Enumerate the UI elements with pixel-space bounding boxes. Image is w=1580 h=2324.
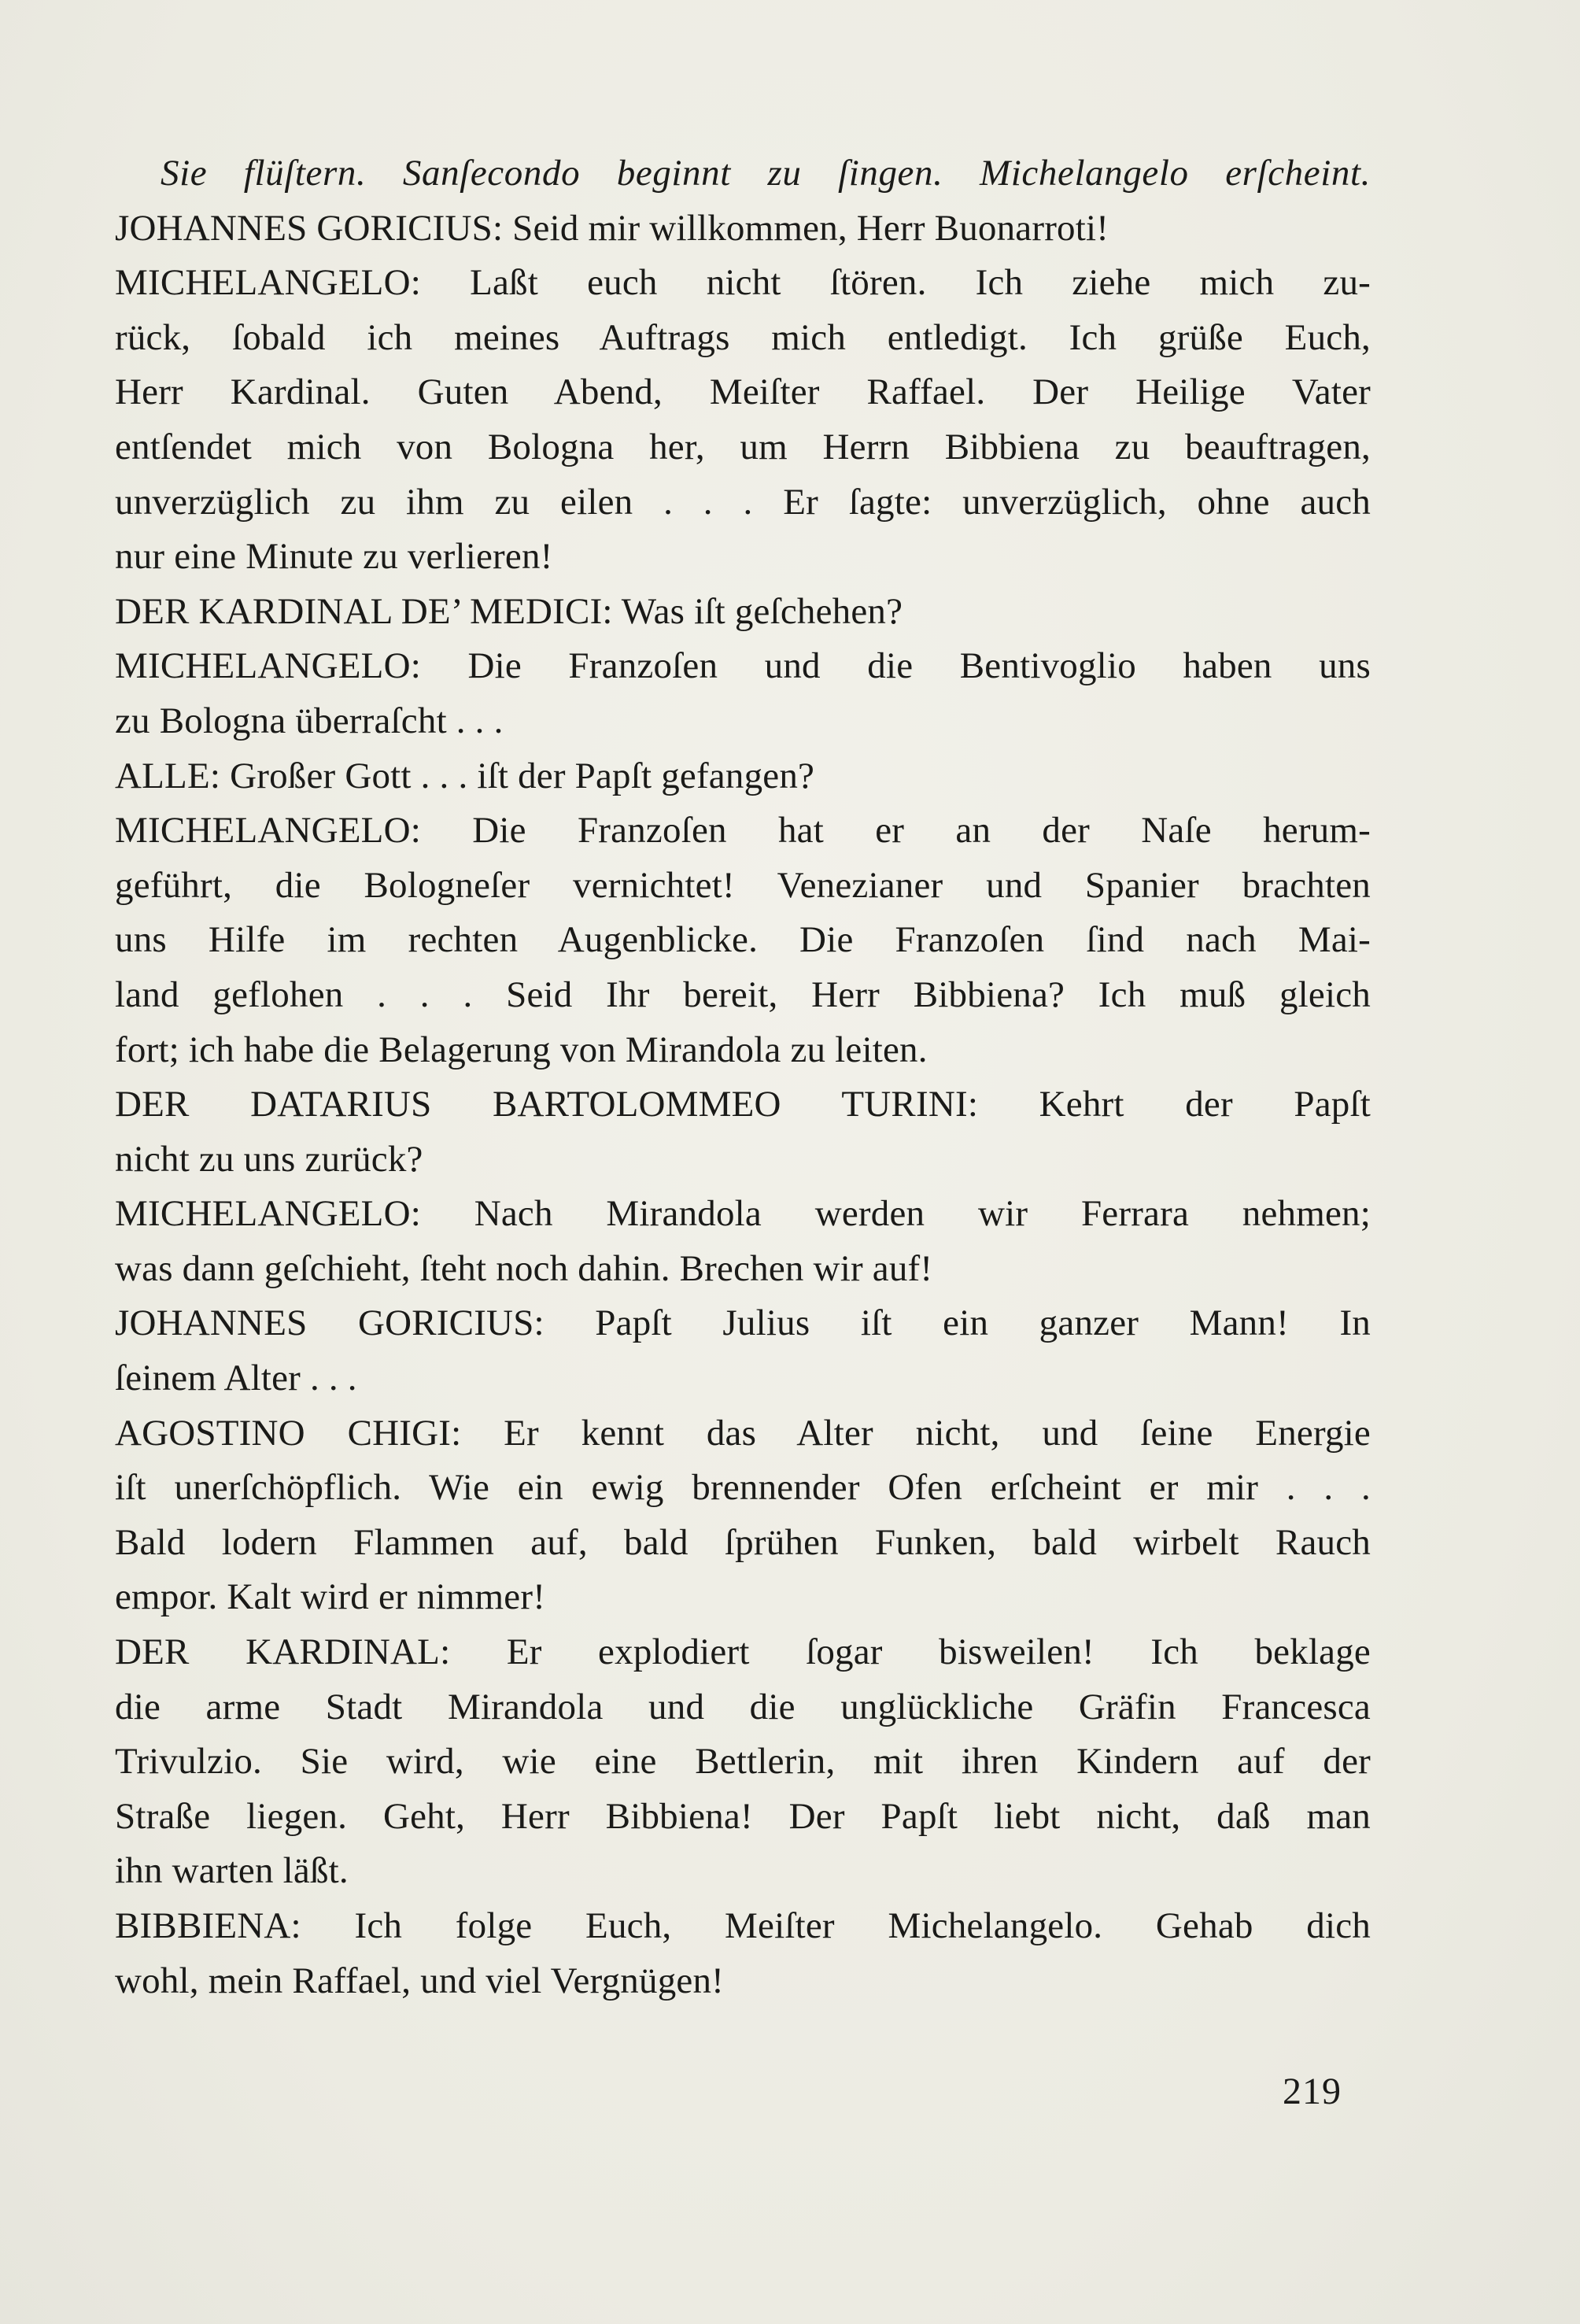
dialogue-line: MICHELANGELO: Laßt euch nicht ſtören. Ich ziehe mich zu- [115,262,1371,304]
dialogue-line: unverzüglich zu ihm zu eilen . . . Er ſagte: unverzüglich, ohne auch [115,481,1371,523]
dialogue-line: die arme Stadt Mirandola und die unglückliche Gräfin Francesca [115,1686,1371,1727]
dialogue-line: geführt, die Bologneſer vernichtet! Venezianer und Spanier brachten [115,864,1371,906]
dialogue-line: ALLE: Großer Gott . . . iſt der Papſt gefangen? [115,755,815,796]
dialogue-line: uns Hilfe im rechten Augenblicke. Die Franzoſen ſind nach Mai- [115,919,1371,961]
dialogue-line: Bald lodern Flammen auf, bald ſprühen Funken, bald wirbelt Rauch [115,1521,1371,1563]
dialogue-line: ihn warten läßt. [115,1850,349,1892]
dialogue-line: MICHELANGELO: Die Franzoſen hat er an der Naſe herum- [115,810,1371,852]
dialogue-line: land geflohen . . . Seid Ihr bereit, Herr Bibbiena? Ich muß gleich [115,974,1371,1015]
dialogue-line: MICHELANGELO: Die Franzoſen und die Bentivoglio haben uns [115,645,1371,687]
dialogue-line: DER DATARIUS BARTOLOMMEO TURINI: Kehrt der Papſt [115,1084,1371,1125]
dialogue-line: zu Bologna überraſcht . . . [115,700,504,741]
dialogue-line: wohl, mein Raffael, und viel Vergnügen! [115,1960,725,2001]
dialogue-line: rück, ſobald ich meines Auftrags mich entledigt. Ich grüße Euch, [115,316,1371,358]
dialogue-line: MICHELANGELO: Nach Mirandola werden wir Ferrara nehmen; [115,1193,1371,1235]
dialogue-line: was dann geſchieht, ſteht noch dahin. Brechen wir auf! [115,1247,933,1289]
page-body-text [115,146,1371,2008]
stage-direction: Sie flüſtern. Sanſecondo beginnt zu ſingen. Michelangelo erſcheint. [161,153,1371,194]
dialogue-line: Trivulzio. Sie wird, wie eine Bettlerin, mit ihren Kindern auf der [115,1741,1371,1783]
dialogue-line: nur eine Minute zu verlieren! [115,536,553,578]
dialogue-line: JOHANNES GORICIUS: Papſt Julius iſt ein ganzer Mann! In [115,1302,1371,1344]
dialogue-line: fort; ich habe die Belagerung von Mirandola zu leiten. [115,1029,928,1070]
dialogue-line: DER KARDINAL: Er explodiert ſogar bisweilen! Ich beklage [115,1631,1371,1673]
dialogue-line: AGOSTINO CHIGI: Er kennt das Alter nicht, und ſeine Energie [115,1412,1371,1454]
dialogue-line: entſendet mich von Bologna her, um Herrn Bibbiena zu beauftragen, [115,426,1371,467]
dialogue-line: iſt unerſchöpflich. Wie ein ewig brennender Ofen erſcheint er mir . . . [115,1467,1371,1509]
dialogue-line: Herr Kardinal. Guten Abend, Meiſter Raffael. Der Heilige Vater [115,371,1371,413]
dialogue-line: Straße liegen. Geht, Herr Bibbiena! Der Papſt liebt nicht, daß man [115,1795,1371,1837]
dialogue-line: nicht zu uns zurück? [115,1138,423,1180]
dialogue-line: ſeinem Alter . . . [115,1358,357,1399]
page-number: 219 [1283,2071,1342,2112]
dialogue-line: DER KARDINAL DE’ MEDICI: Was iſt geſchehen? [115,590,903,632]
dialogue-line: JOHANNES GORICIUS: Seid mir willkommen, Herr Buonarroti! [115,207,1109,249]
dialogue-line: BIBBIENA: Ich folge Euch, Meiſter Michelangelo. Gehab dich [115,1905,1371,1946]
dialogue-line: empor. Kalt wird er nimmer! [115,1576,546,1618]
